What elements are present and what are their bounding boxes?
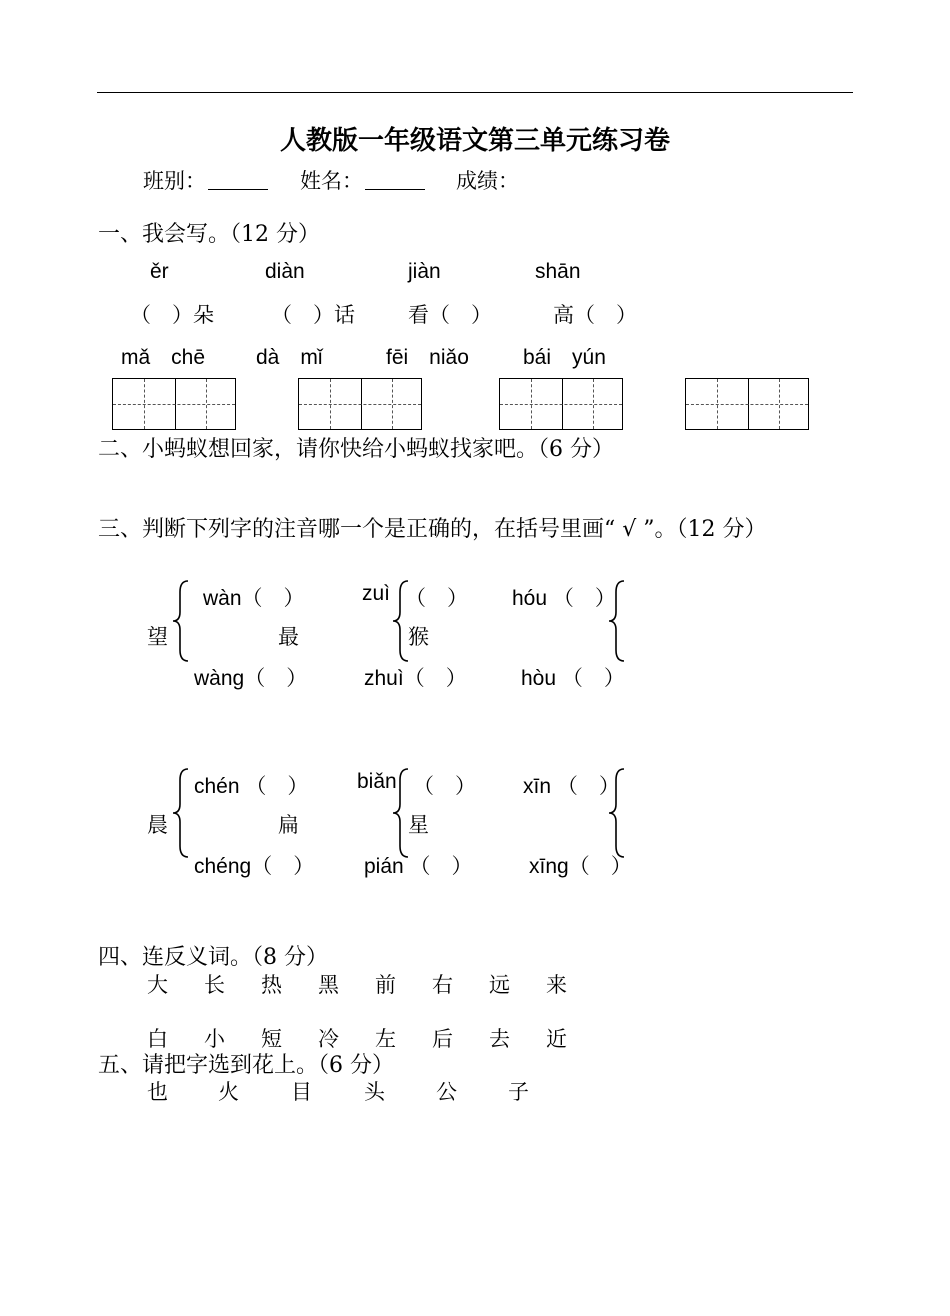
flower-char-5[interactable]: 公: [436, 1080, 457, 1104]
antonym-bottom-8[interactable]: 近: [546, 1027, 567, 1051]
antonym-bottom-1[interactable]: 白: [147, 1027, 168, 1051]
antonym-top-8[interactable]: 来: [546, 973, 567, 997]
top-rule: [97, 92, 853, 93]
pinyin-ma-che: mǎ chē: [121, 346, 206, 369]
pinyin-da-mi: dà mǐ: [256, 346, 323, 369]
option-xing[interactable]: xīng（ ）: [529, 855, 632, 878]
char-xing: 星: [408, 813, 429, 837]
antonym-top-5[interactable]: 前: [375, 973, 396, 997]
antonym-bottom-5[interactable]: 左: [375, 1027, 396, 1051]
writing-grid-2[interactable]: [298, 378, 422, 430]
section-1-heading: 一、我会写。（12 分）: [98, 222, 320, 247]
antonym-bottom-3[interactable]: 短: [261, 1027, 282, 1051]
antonym-top-7[interactable]: 远: [489, 973, 510, 997]
section-2-heading: 二、小蚂蚁想回家，请你快给小蚂蚁找家吧。（6 分）: [98, 437, 614, 462]
page-title: 人教版一年级语文第三单元练习卷: [279, 126, 670, 156]
writing-grid-4[interactable]: [685, 378, 809, 430]
flower-char-2[interactable]: 火: [218, 1080, 239, 1104]
brace-left-1: [172, 580, 192, 662]
antonym-top-4[interactable]: 黑: [318, 973, 339, 997]
pinyin-fei-niao: fēi niǎo: [386, 346, 469, 369]
option-xin[interactable]: xīn （ ）: [523, 775, 620, 798]
fill-item-duo[interactable]: （ ）朵: [130, 303, 214, 327]
char-wang: 望: [147, 625, 168, 649]
name-field[interactable]: [300, 165, 425, 195]
pinyin-bai-yun: bái yún: [523, 346, 606, 369]
char-hou: 猴: [408, 625, 429, 649]
writing-grid-3[interactable]: [499, 378, 623, 430]
fill-item-hua[interactable]: （ ）话: [271, 303, 355, 327]
flower-char-6[interactable]: 子: [508, 1080, 529, 1104]
option-zui[interactable]: zuì: [362, 582, 391, 605]
flower-char-1[interactable]: 也: [147, 1080, 168, 1104]
pinyin-shan: shān: [535, 260, 581, 283]
antonym-bottom-7[interactable]: 去: [489, 1027, 510, 1051]
option-hou-falling[interactable]: hòu （ ）: [521, 667, 625, 690]
option-chen[interactable]: chén （ ）: [194, 775, 309, 798]
writing-grid-1[interactable]: [112, 378, 236, 430]
antonym-bottom-2[interactable]: 小: [204, 1027, 225, 1051]
fill-item-kan[interactable]: 看（ ）: [408, 303, 492, 327]
class-label: 班别：: [143, 169, 206, 193]
section-4-heading: 四、连反义词。（8 分）: [98, 945, 328, 970]
antonym-bottom-4[interactable]: 冷: [318, 1027, 339, 1051]
char-bian: 扁: [278, 813, 299, 837]
option-cheng[interactable]: chéng（ ）: [194, 855, 315, 878]
pinyin-jian: jiàn: [408, 260, 441, 283]
option-wan[interactable]: wàn（ ）: [203, 587, 305, 610]
flower-char-4[interactable]: 头: [364, 1080, 385, 1104]
class-field[interactable]: [143, 165, 268, 195]
char-chen: 晨: [147, 813, 168, 837]
fill-item-gao[interactable]: 高（ ）: [553, 303, 637, 327]
antonym-bottom-6[interactable]: 后: [432, 1027, 453, 1051]
class-blank[interactable]: [208, 169, 268, 190]
antonym-top-2[interactable]: 长: [204, 973, 225, 997]
antonym-top-3[interactable]: 热: [261, 973, 282, 997]
section-5-heading: 五、请把字选到花上。（6 分）: [98, 1053, 394, 1078]
option-wang[interactable]: wàng（ ）: [194, 667, 308, 690]
section-3-heading: 三、判断下列字的注音哪一个是正确的，在括号里画“ √ ”。（12 分）: [98, 517, 767, 542]
antonym-top-6[interactable]: 右: [432, 973, 453, 997]
option-zui-paren[interactable]: （ ）: [405, 587, 468, 610]
score-label: 成绩：: [456, 169, 519, 193]
pinyin-dian: diàn: [265, 260, 305, 283]
option-hou-rising[interactable]: hóu （ ）: [512, 587, 616, 610]
option-bian[interactable]: biǎn: [357, 770, 397, 793]
flower-char-3[interactable]: 目: [291, 1080, 312, 1104]
brace-left-4: [172, 768, 192, 858]
name-label: 姓名：: [300, 169, 363, 193]
antonym-top-1[interactable]: 大: [147, 973, 168, 997]
option-bian-paren[interactable]: （ ）: [413, 775, 476, 798]
pinyin-er: ěr: [150, 260, 169, 283]
char-zui: 最: [278, 625, 299, 649]
option-pian[interactable]: pián （ ）: [364, 855, 473, 878]
option-zhui[interactable]: zhuì（ ）: [364, 667, 467, 690]
name-blank[interactable]: [365, 169, 425, 190]
